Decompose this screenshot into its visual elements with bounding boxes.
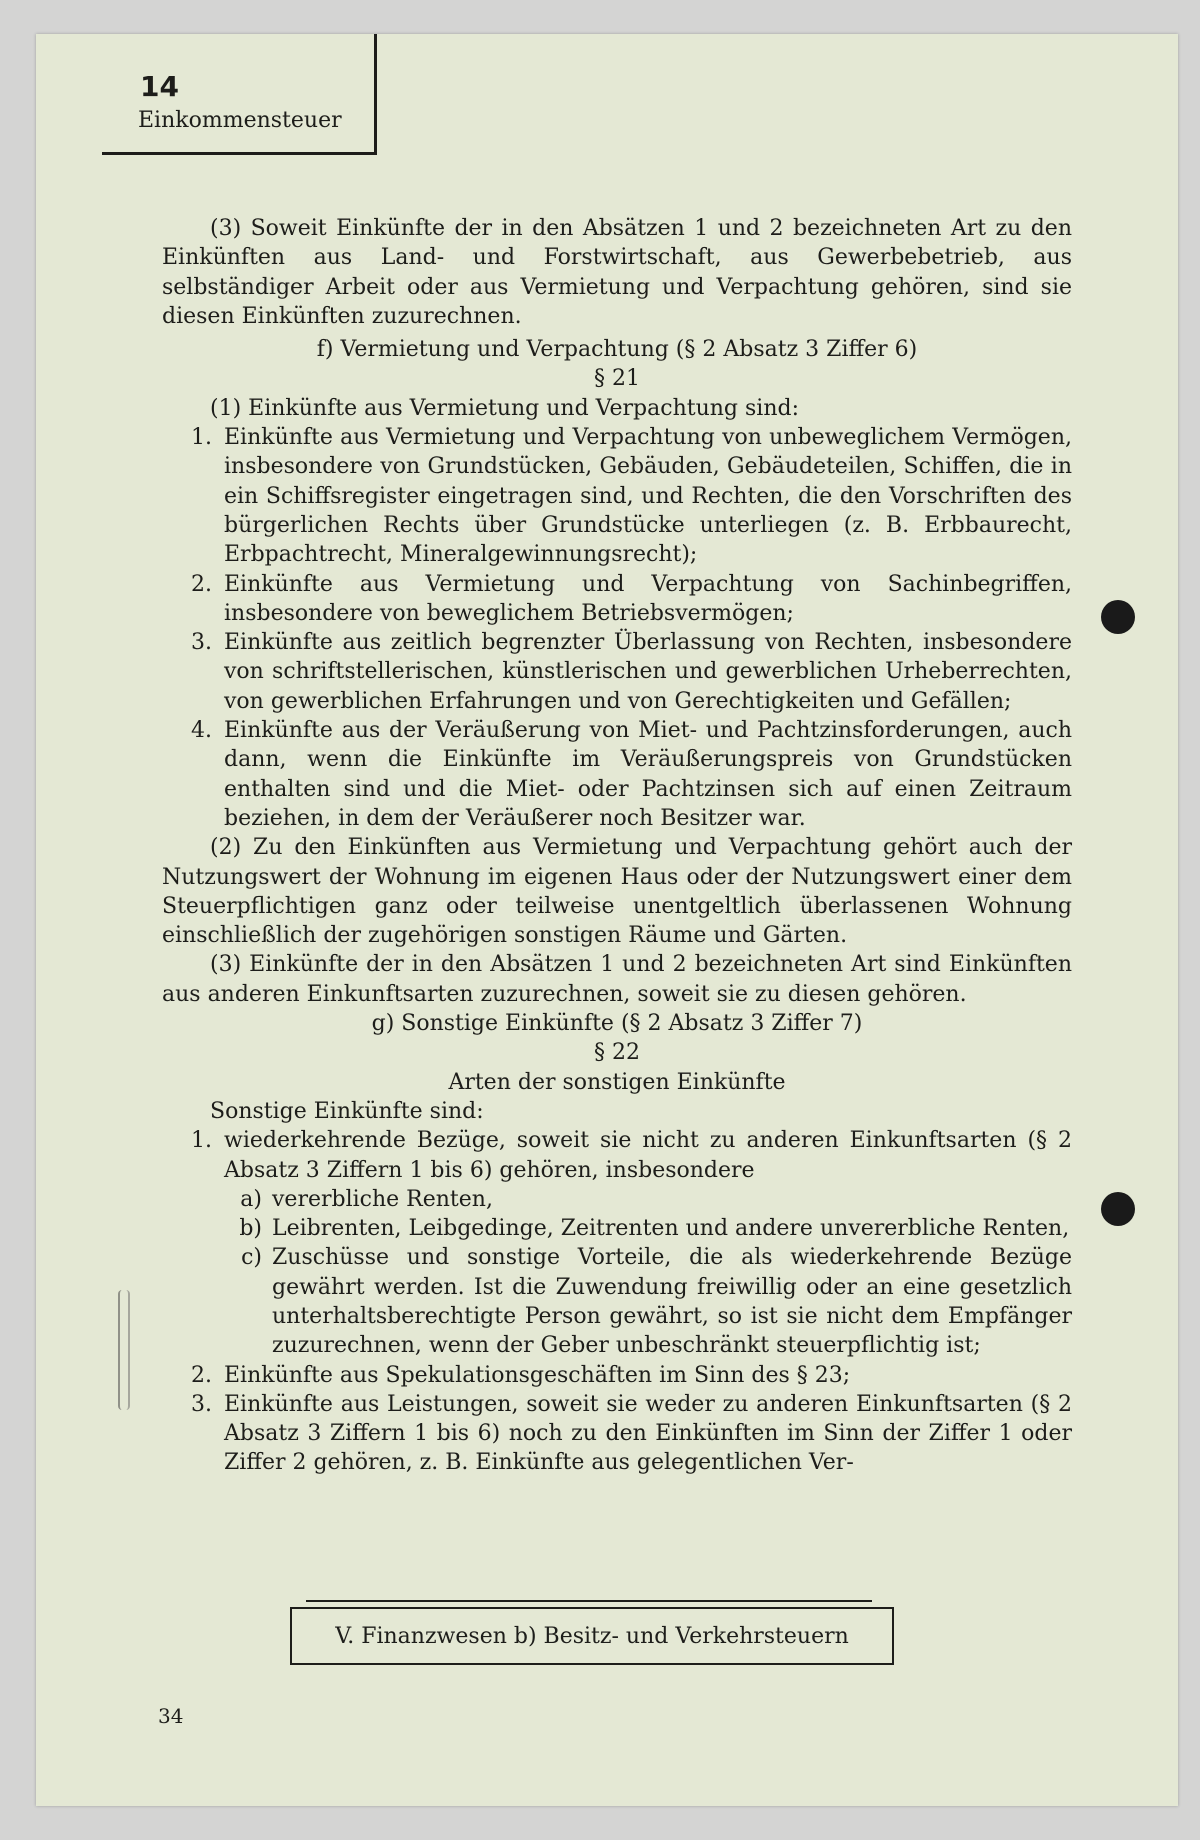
section-g-heading: g) Sonstige Einkünfte (§ 2 Absatz 3 Ziffer 7) (371, 1011, 863, 1037)
footer-label: V. Finanzwesen b) Besitz- und Verkehrsteuern (335, 1623, 849, 1649)
list-item-number: 2. (191, 1362, 212, 1388)
section-21-para-2: (2) Zu den Einkünften aus Vermietung und Verpachtung gehört auch der Nutzungswert der Wohnung im eigenen Haus oder der Nutzungswert einer dem Steuerpflichtigen ganz oder teilweise unentgeltlich überlassenen Wohnung einschließlich der zugehörigen sonstigen Räume und Gärten. (162, 835, 1072, 949)
sub-item-letter: a) (240, 1186, 262, 1212)
list-item-text: Einkünfte aus Vermietung und Verpachtung von unbeweglichem Vermögen, insbesondere von Grundstücken, Gebäuden, Gebäudeteilen, Schiffen, die in ein Schiffsregister eingetragen sind, und Rechten, die den Vorschriften des bürgerlichen Rechts über Grundstücke unterliegen (z. B. Erbbaurecht, Erbpachtrecht, Mineralgewinnungsrecht); (224, 425, 1072, 568)
list-item-text: Einkünfte aus Leistungen, soweit sie weder zu anderen Einkunftsarten (§ 2 Absatz 3 Ziffern 1 bis 6) noch zu den Einkünften im Sinn der Ziffer 1 oder Ziffer 2 gehören, z. B. Einkünfte aus gelegentlichen Ver- (224, 1391, 1072, 1476)
section-22-number: § 22 (594, 1040, 640, 1066)
list-item (162, 628, 1072, 716)
document-body (162, 214, 1072, 1478)
sub-item (162, 1214, 1072, 1243)
list-item-number: 4. (191, 718, 212, 744)
section-22-lead: Sonstige Einkünfte sind: (210, 1098, 484, 1124)
document-page (36, 34, 1178, 1806)
footer-label-box (290, 1607, 894, 1665)
list-item-number: 1. (191, 1128, 212, 1154)
list-item (162, 570, 1072, 629)
list-item-number: 3. (191, 630, 212, 656)
sub-item (162, 1185, 1072, 1214)
list-item-number: 3. (191, 1391, 212, 1417)
section-22-title: Arten der sonstigen Einkünfte (448, 1069, 786, 1095)
intro-paragraph: (3) Soweit Einkünfte der in den Absätzen 1 und 2 bezeichneten Art zu den Einkünften aus Land- und Forstwirtschaft, aus Gewerbebetrieb, aus selbständiger Arbeit oder aus Vermietung und Verpachtung gehören, sind sie diesen Einkünften zuzurechnen. (162, 216, 1072, 329)
pencil-mark (118, 1290, 130, 1410)
list-item (162, 1126, 1072, 1185)
punch-hole (1101, 600, 1135, 634)
list-item-text: Einkünfte aus der Veräußerung von Miet- und Pachtzinsforderungen, auch dann, wenn die Einkünfte im Veräußerungspreis von Grundstücken enthalten sind und die Miet- oder Pachtzinsen sich auf einen Zeitraum beziehen, in dem der Veräußerer noch Besitzer war. (224, 718, 1072, 831)
sub-item-letter: c) (241, 1245, 262, 1271)
list-item-text: Einkünfte aus zeitlich begrenzter Überlassung von Rechten, insbesondere von schriftstellerischen, künstlerischen und gewerblichen Urheberrechten, von gewerblichen Erfahrungen und von Gerechtigkeiten und Gefällen; (224, 630, 1072, 714)
list-item-number: 2. (191, 571, 212, 597)
header-box (102, 34, 377, 155)
sub-item-text: Leibrenten, Leibgedinge, Zeitrenten und andere unvererbliche Renten, (272, 1216, 1070, 1242)
section-21-number: § 21 (594, 366, 640, 392)
list-item (162, 1390, 1072, 1478)
sub-item (162, 1243, 1072, 1360)
list-item (162, 716, 1072, 833)
sub-item-text: Zuschüsse und sonstige Vorteile, die als wiederkehrende Bezüge gewährt werden. Ist die Zuwendung freiwillig oder an eine gesetzlich unterhaltsberechtigte Person gewährt, so ist sie nicht dem Empfänger zuzurechnen, wenn der Geber unbeschränkt steuerpflichtig ist; (272, 1245, 1072, 1359)
header-title: Einkommensteuer (138, 108, 342, 133)
section-21-para-1: (1) Einkünfte aus Vermietung und Verpachtung sind: (210, 395, 799, 421)
punch-hole (1101, 1192, 1135, 1226)
header-number: 14 (140, 70, 179, 103)
list-item-text: wiederkehrende Bezüge, soweit sie nicht zu anderen Einkunftsarten (§ 2 Absatz 3 Ziffern 1 bis 6) gehören, insbesondere (224, 1128, 1072, 1183)
list-item-text: Einkünfte aus Spekulationsgeschäften im Sinn des § 23; (224, 1362, 851, 1388)
section-21-para-3: (3) Einkünfte der in den Absätzen 1 und 2 bezeichneten Art sind Einkünften aus anderen Einkunftsarten zuzurechnen, soweit sie zu diesen gehören. (162, 952, 1072, 1007)
footer-rule (306, 1600, 872, 1602)
sub-item-letter: b) (239, 1216, 262, 1242)
list-item-text: Einkünfte aus Vermietung und Verpachtung von Sachinbegriffen, insbesondere von beweglichem Betriebsvermögen; (224, 571, 1072, 626)
page-number: 34 (158, 1704, 184, 1728)
section-f-heading: f) Vermietung und Verpachtung (§ 2 Absatz 3 Ziffer 6) (316, 337, 918, 363)
list-item-number: 1. (191, 425, 212, 451)
list-item (162, 1361, 1072, 1390)
sub-item-text: vererbliche Renten, (272, 1186, 493, 1212)
list-item (162, 423, 1072, 569)
